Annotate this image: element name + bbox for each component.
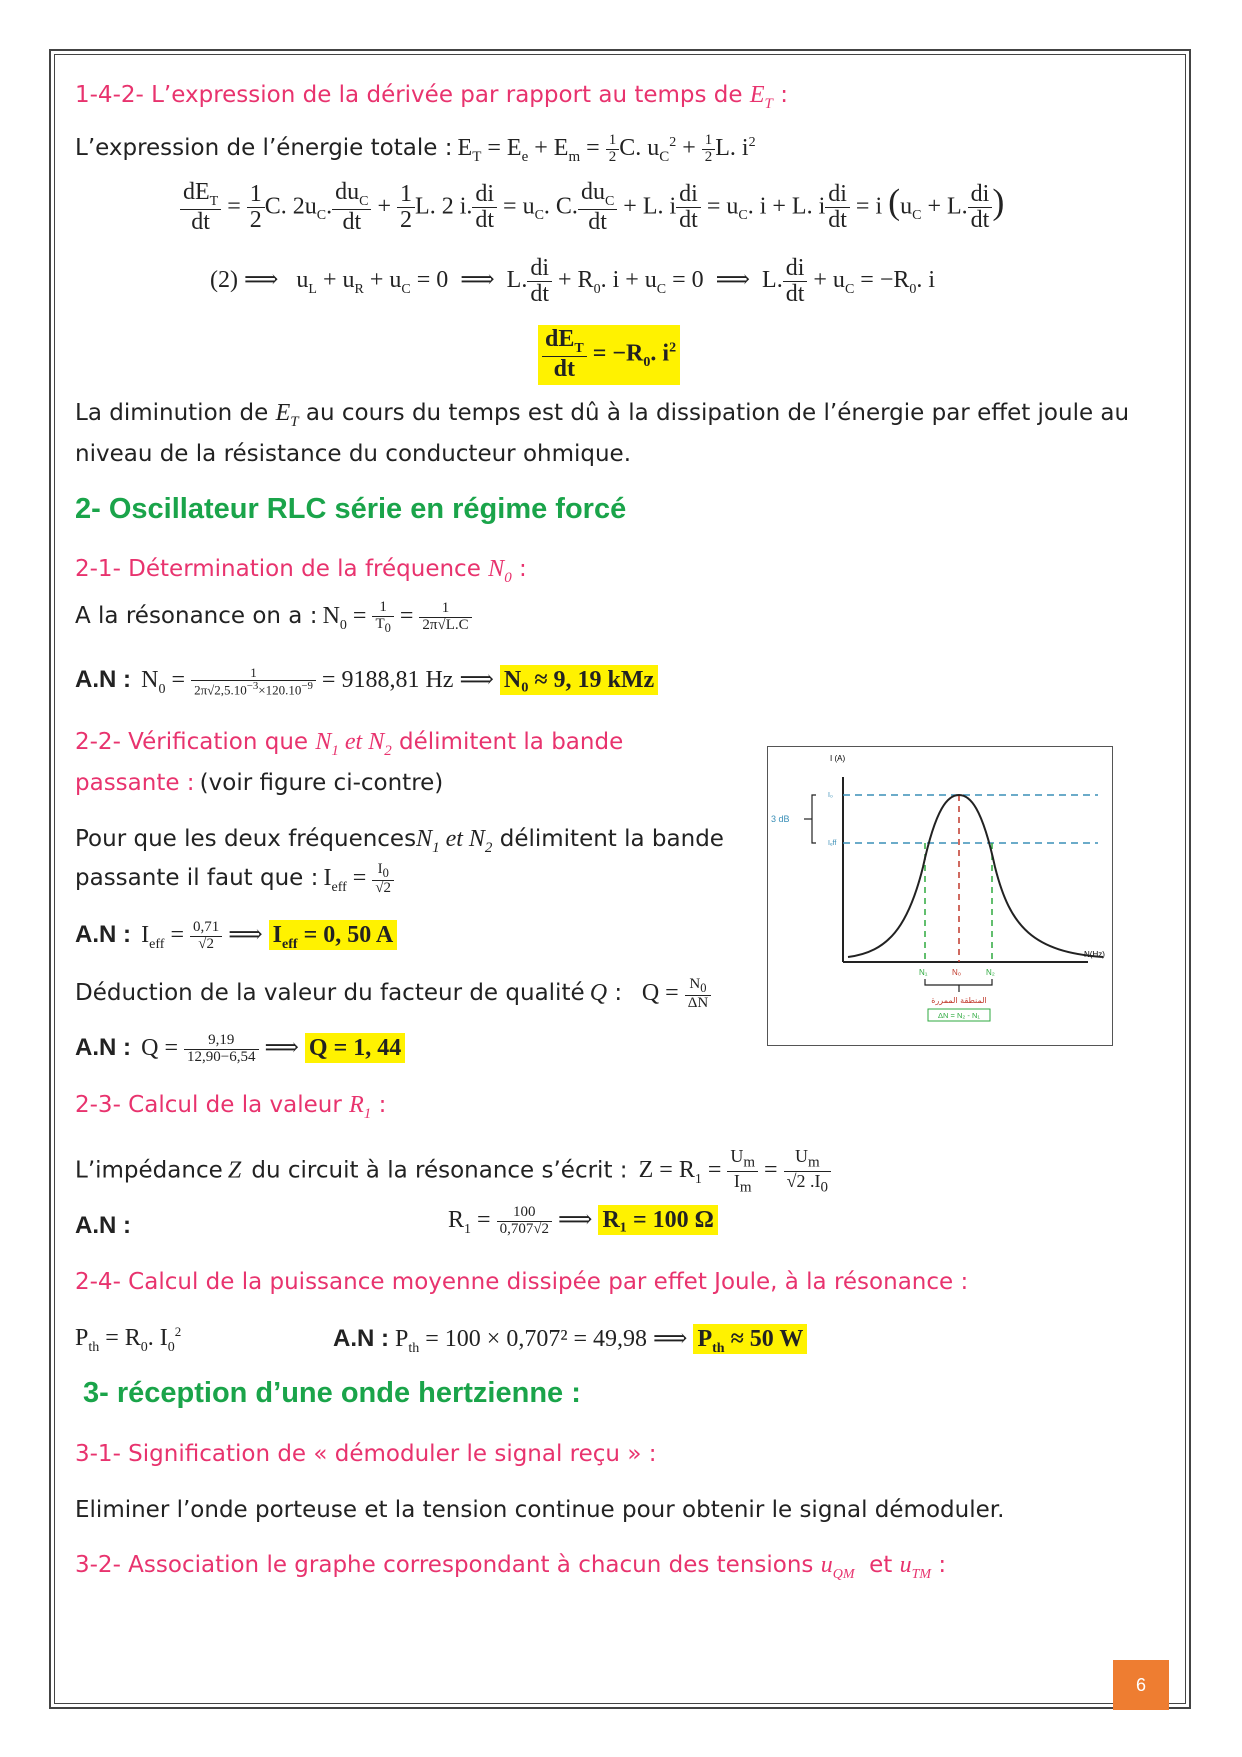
resonance-curve-svg bbox=[768, 747, 1114, 1047]
band-bracket bbox=[925, 979, 992, 985]
resonance-line: A la résonance on a : $N_0$ = $\frac{1}{T_0}$ = $\frac{1}{2\pi√L.C}$ bbox=[75, 600, 472, 635]
pth-numeric-line: A.N : $P_{th} = 100 \times 0,707^2 = 49,98$ ⟹ $P_{th} \approx 50$ W bbox=[333, 1324, 807, 1357]
ieff-label: Iₑff bbox=[828, 840, 837, 847]
n0-numeric-line: A.N : $N_0$ = $\frac{1}{2\pi√2,5.10^{-3}\times 120.10^{-9}}$ = 9188,81 Hz ⟹ N₀ ≈ 9, 19 kMz bbox=[75, 665, 658, 698]
section-3-1-heading: 3-1- Signification de « démoduler le signal reçu » : bbox=[75, 1441, 657, 1467]
pth-formula: $P_{th} = R_0$. $I_0^2$ bbox=[75, 1324, 182, 1355]
quality-factor-line: Déduction de la valeur du facteur de qualité Q : Q = $\frac{N_0}{\Delta N}$ bbox=[75, 977, 711, 1012]
total-energy-line: L’expression de l’énergie totale : $E_T = E_e + E_m$ = $\frac{1}{2}$ C. $u_C^2$ + $\frac{1}{2}$ L. $i^2$ bbox=[75, 132, 756, 165]
band-label-ar: المنطقة الممررة bbox=[931, 996, 987, 1005]
n2-label: N₂ bbox=[986, 968, 995, 977]
conclusion-line-1: La diminution de $E_T$ au cours du temps est dû à la dissipation de l’énergie par effet joule au bbox=[75, 400, 1130, 430]
section-2-3-heading: 2-3- Calcul de la valeur $R_1$ : bbox=[75, 1092, 387, 1122]
section-3-1-text: Eliminer l’onde porteuse et la tension continue pour obtenir le signal démoduler. bbox=[75, 1497, 1005, 1523]
section-3-2-heading: 3-2- Association le graphe correspondant à chacun des tensions $u_{QM}$ et $u_{TM}$ : bbox=[75, 1552, 947, 1582]
pth-result: $P_{th} \approx 50$ W bbox=[693, 1324, 807, 1354]
section-2-2-heading: 2-2- Vérification que $N_1$ et $N_2$ délimitent la bande bbox=[75, 729, 624, 759]
db-label: 3 dB bbox=[771, 814, 790, 824]
impedance-line: L’impédance Z du circuit à la résonance s’écrit : $Z = R_1$ = $\frac{U_m}{I_m}$ = $\frac{U_m}{√2 .I_0}$ bbox=[75, 1147, 831, 1197]
section-2-title: 2- Oscillateur RLC série en régime forcé bbox=[75, 493, 627, 525]
energy-derivative-result: $\frac{dE_T}{dt}$ = $-R_0$. $i^2$ bbox=[538, 325, 680, 385]
delta-label: ΔN = N₂ - N₁ bbox=[938, 1011, 980, 1020]
db-bracket bbox=[812, 795, 816, 843]
q-result: Q = 1, 44 bbox=[305, 1033, 405, 1063]
section-2-1-heading: 2-1- Détermination de la fréquence $N_0$ : bbox=[75, 556, 527, 586]
page-number: 6 bbox=[1113, 1660, 1169, 1710]
i0-label: I₀ bbox=[828, 792, 833, 799]
bandwidth-condition-line1: Pour que les deux fréquencesN$_1$ et $N_2$ délimitent la bande bbox=[75, 826, 724, 856]
resonance-curve bbox=[848, 795, 1103, 957]
r1-numeric-formula: $R_1$ = $\frac{100}{0,707√2}$ ⟹ R₁ = 100 Ω bbox=[448, 1205, 718, 1238]
ieff-numeric-line: A.N : $I_{eff}$ = $\frac{0,71}{√2}$ ⟹ $I_{eff} = 0$, 50 A bbox=[75, 920, 397, 953]
section-3-title: 3- réception d’une onde hertzienne : bbox=[83, 1377, 581, 1409]
section-2-4-heading: 2-4- Calcul de la puissance moyenne dissipée par effet Joule, à la résonance : bbox=[75, 1269, 969, 1295]
resonance-curve-figure bbox=[767, 746, 1113, 1046]
n0-result: N₀ ≈ 9, 19 kMz bbox=[500, 665, 658, 695]
x-axis-label: N(Hz) bbox=[1084, 950, 1105, 959]
n0-label: N₀ bbox=[952, 968, 962, 977]
section-1-4-2-heading: 1-4-2- L’expression de la dérivée par rapport au temps de $E_T$ : bbox=[75, 82, 788, 112]
r1-an-label: A.N : bbox=[75, 1212, 131, 1239]
y-axis-label: I (A) bbox=[830, 754, 846, 763]
n1-label: N₁ bbox=[919, 968, 928, 977]
q-numeric-line: A.N : Q = $\frac{9,19}{12,90-6,54}$ ⟹ Q = 1, 44 bbox=[75, 1033, 405, 1066]
total-energy-formula: $E_T = E_e + E_m$ = $\frac{1}{2}$ C. $u_C^2$ + $\frac{1}{2}$ L. $i^2$ bbox=[457, 132, 756, 165]
loop-law-formula: (2) ⟹ $u_L + u_R + u_C = 0$ ⟹ L. $\frac{di}{dt}$ + $R_0$. $i + u_C = 0$ ⟹ L. $\frac{di}{dt}$ + $u_C = -R_0$. i bbox=[210, 255, 936, 308]
r1-result: R₁ = 100 Ω bbox=[598, 1205, 717, 1235]
section-2-2-heading-line2: passante : (voir figure ci-contre) bbox=[75, 770, 444, 796]
derivative-formula: $\frac{dE_T}{dt}$ = $\frac{1}{2}$ C. $2u_C$. $\frac{du_C}{dt}$ + $\frac{1}{2}$ L. 2 i. $\frac{di}{dt}$ = $u_C$. C. $\frac{du_C}{dt}$ + L. i $\frac{di}{dt}$ = $u_C$. i + L. i $\frac{di}{dt}$ = i ($u_C + L$. $\frac{di}{dt}$ ) bbox=[180, 180, 1004, 236]
ieff-result: $I_{eff} = 0$, 50 A bbox=[269, 920, 398, 950]
conclusion-line-2: niveau de la résistance du conducteur ohmique. bbox=[75, 441, 632, 467]
bandwidth-condition-line2: passante il faut que : $I_{eff}$ = $\frac{I_0}{√2}$ bbox=[75, 862, 394, 897]
